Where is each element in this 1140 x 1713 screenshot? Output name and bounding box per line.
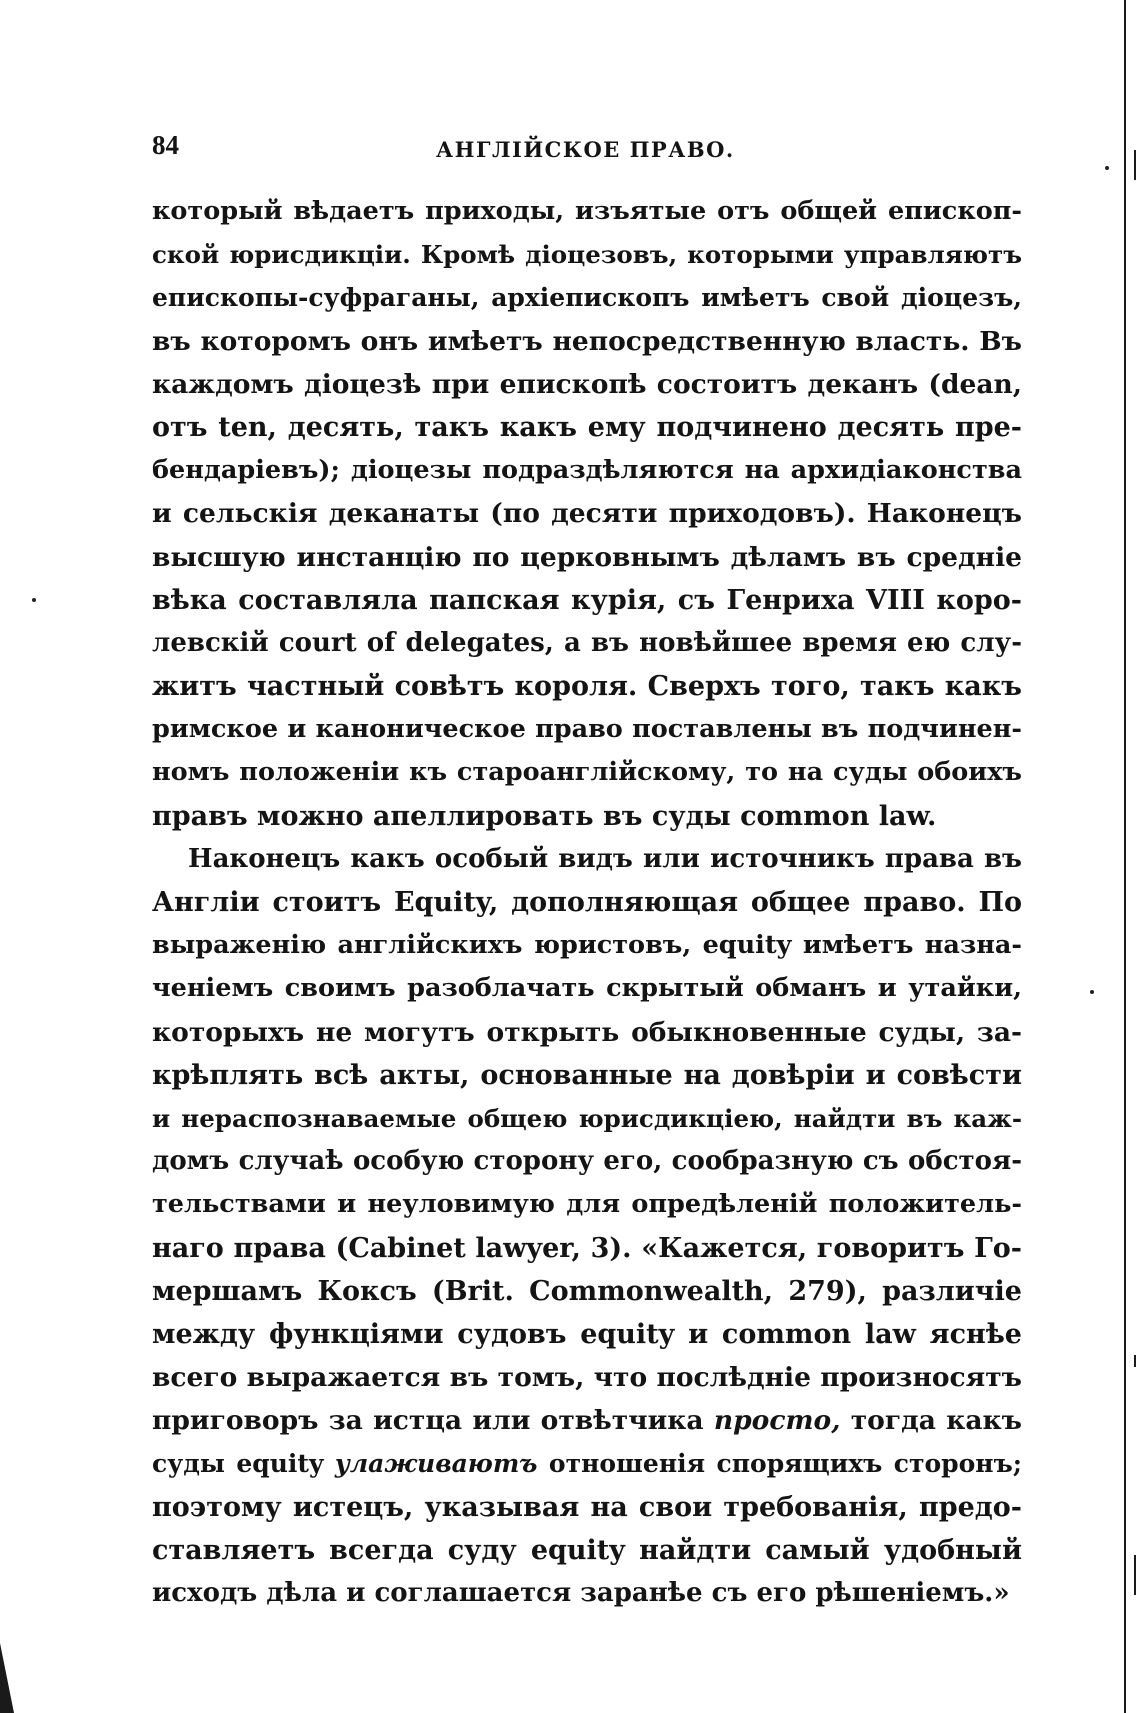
italic-word: просто,	[713, 1405, 841, 1437]
page-number: 84	[152, 130, 179, 160]
text-line: бендаріевъ); діоцезы подраздѣляются на архидіаконства	[152, 455, 1022, 486]
page-edge-tick	[1134, 150, 1136, 180]
running-head	[152, 130, 1022, 170]
scan-speck	[1090, 990, 1094, 994]
text-line: крѣплять всѣ акты, основанные на довѣріи и совѣсти	[152, 1059, 1022, 1091]
page-edge-line	[1124, 0, 1126, 1713]
text-line: житъ частный совѣтъ короля. Сверхъ того, такъ какъ	[152, 671, 1022, 703]
text-line: ставляетъ всегда суду equity найдти самый удобный	[152, 1534, 1022, 1566]
text-line: номъ положеніи къ староанглійскому, то на суды обоихъ	[152, 757, 1022, 788]
text-line: вѣка составляла папская курія, съ Генриха VIII коро-	[152, 584, 1022, 616]
text-line: всего выражается въ томъ, что послѣдніе произносятъ	[152, 1362, 1022, 1394]
text-line: левскій court of delegates, а въ новѣйшее время ею слу-	[152, 627, 1022, 658]
text-line: домъ случаѣ особую сторону его, сообразную съ обстоя-	[152, 1146, 1022, 1177]
text-line: между функціями судовъ equity и common law яснѣе	[152, 1318, 1022, 1350]
text-line: римское и каноническое право поставлены въ подчинен-	[152, 714, 1022, 745]
text-line: правъ можно апеллировать въ суды common law.	[152, 800, 937, 832]
text-line: высшую инстанцію по церковнымъ дѣламъ въ средніе	[152, 541, 1022, 573]
text-line: поэтому истецъ, указывая на свои требованія, предо-	[152, 1491, 1022, 1523]
text-line: выраженію англійскихъ юристовъ, equity имѣетъ назна-	[152, 930, 1022, 961]
scan-speck	[1105, 166, 1109, 170]
text-segment: тогда какъ	[840, 1405, 1022, 1437]
running-title: АНГЛІЙСКОЕ ПРАВО.	[436, 137, 735, 162]
text-line: Наконецъ какъ особый видъ или источникъ права въ	[188, 843, 1022, 874]
text-line-mixed	[152, 1442, 1022, 1485]
text-line: Англіи стоитъ Equity, дополняющая общее право. По	[152, 887, 1022, 918]
text-line: въ которомъ онъ имѣетъ непосредственную власть. Въ	[152, 325, 1022, 357]
page-edge-tick	[1134, 1355, 1136, 1367]
text-line: наго права (Cabinet lawyer, 3). «Кажется, говоритъ Го-	[152, 1232, 1022, 1264]
text-line: которыхъ не могутъ открыть обыкновенные суды, за-	[152, 1016, 1022, 1048]
text-line: епископы-суфраганы, архіепископъ имѣетъ свой діоцезъ,	[152, 283, 1022, 313]
italic-word: улаживаютъ	[334, 1449, 538, 1479]
body-text	[152, 190, 1022, 1615]
text-line: ченіемъ своимъ разоблачать скрытый обманъ и утайки,	[152, 973, 1022, 1004]
text-line: ской юрисдикціи. Кромѣ діоцезовъ, которыми управляютъ	[152, 240, 1022, 270]
paragraph-2	[152, 838, 1022, 1615]
text-line: каждомъ діоцезѣ при епископѣ состоитъ деканъ (dean,	[152, 368, 1022, 400]
page-edge-tick	[1134, 1555, 1136, 1595]
text-segment: приговоръ за истца или отвѣтчика	[152, 1405, 714, 1437]
text-line: и сельскія деканаты (по десяти приходовъ). Наконецъ	[152, 498, 1022, 530]
text-line: исходъ дѣла и соглашается заранѣе съ его рѣшеніемъ.»	[152, 1578, 1010, 1608]
text-line-mixed	[152, 1399, 1022, 1442]
text-line: отъ ten, десять, такъ какъ ему подчинено десять пре-	[152, 411, 1022, 443]
text-line: мершамъ Коксъ (Brit. Commonwealth, 279), различіе	[152, 1275, 1022, 1307]
text-segment: суды equity	[152, 1449, 335, 1479]
text-segment: отношенія спорящихъ сторонъ;	[537, 1449, 1022, 1479]
paragraph-1	[152, 190, 1022, 838]
scan-speck	[32, 598, 36, 602]
text-line: который вѣдаетъ приходы, изъятые отъ общей епископ-	[152, 196, 1022, 226]
text-line: тельствами и неуловимую для опредѣленій положитель-	[152, 1189, 1022, 1220]
text-line: и нераспознаваемые общею юрисдикціею, найдти въ каж-	[152, 1103, 1022, 1133]
scan-edge-mark	[0, 1643, 14, 1713]
